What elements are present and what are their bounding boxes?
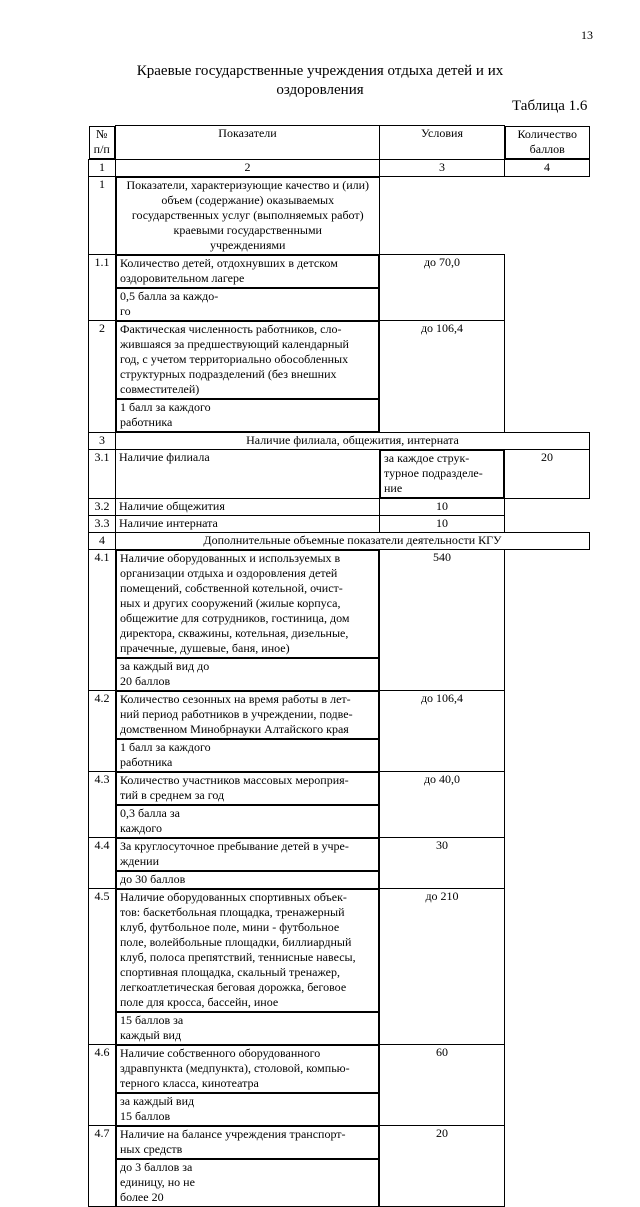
row-number: 1 xyxy=(89,176,116,255)
row-condition: за каждый вид до 20 баллов xyxy=(116,658,379,691)
row-indicator: Наличие оборудованных спортивных объек- тов: баскетбольная площадка, тренажерный клуб, футбольное поле, мини - футбольное поле, волейбольные площадки, биллиардный клуб, полоса препятствий, теннисные навесы, спортивная площадка, скальный тренажер, легкоатлетическая беговая дорожка, беговое поле для кросса, бассейн, иное xyxy=(116,889,379,1012)
row-indicator: Количество участников массовых мероприя- тий в среднем за год xyxy=(116,772,379,805)
page-title: Краевые государственные учреждения отдыха детей и их оздоровления xyxy=(136,63,504,98)
row-number: 3.2 xyxy=(89,498,116,515)
row-number: 1.1 xyxy=(89,255,116,321)
row-indicator: Количество детей, отдохнувших в детском оздоровительном лагере xyxy=(116,255,379,288)
section-row xyxy=(89,176,590,255)
row-number: 4.4 xyxy=(89,838,116,889)
row-indicator: Наличие филиала xyxy=(116,449,380,498)
column-number: 2 xyxy=(116,159,380,176)
header-indicators: Показатели xyxy=(116,126,380,160)
row-score: 30 xyxy=(380,838,505,889)
table-label: Таблица 1.6 xyxy=(512,98,588,114)
row-score: до 70,0 xyxy=(380,255,505,321)
table-row xyxy=(89,321,590,433)
row-score: 540 xyxy=(380,549,505,691)
header-score: Количество баллов xyxy=(505,126,590,159)
row-indicator: Наличие общежития xyxy=(116,498,380,515)
row-number: 4.2 xyxy=(89,691,116,772)
header-conditions: Условия xyxy=(380,126,505,160)
row-indicator: Наличие оборудованных и используемых в организации отдыха и оздоровления детей помещений, собственной котельной, очист- ных и других сооружений (жилые корпуса, общежитие для сотрудников, гостиница, дом директора, скважины, котельная, дизельные, прачечные, душевые, баня, иное) xyxy=(116,550,379,658)
row-indicator: Фактическая численность работников, сло- жившаяся за предшествующий календарный год, с учетом территориально обособленных структурных подразделений (без внешних совместителей) xyxy=(116,321,379,399)
row-number: 4.7 xyxy=(89,1126,116,1207)
section-title: Дополнительные объемные показатели деятельности КГУ xyxy=(116,532,590,549)
row-indicator: За круглосуточное пребывание детей в учре- ждении xyxy=(116,838,379,871)
row-score: 10 xyxy=(380,498,505,515)
row-condition: 1 балл за каждого работника xyxy=(116,739,379,772)
table-row xyxy=(89,515,590,532)
section-title: Показатели, характеризующие качество и (или) объем (содержание) оказываемых государственных услуг (выполняемых работ) краевыми государственными учреждениями xyxy=(116,177,380,255)
section-title: Наличие филиала, общежития, интерната xyxy=(116,432,590,449)
table-row xyxy=(89,1045,590,1126)
table-row xyxy=(89,1126,590,1207)
row-score: до 210 xyxy=(380,889,505,1045)
row-number: 3.3 xyxy=(89,515,116,532)
row-score: до 40,0 xyxy=(380,772,505,838)
table-row xyxy=(89,691,590,772)
row-number: 3 xyxy=(89,432,116,449)
table-row xyxy=(89,772,590,838)
row-condition: за каждое струк- турное подразделе- ние xyxy=(380,450,504,498)
row-score: 10 xyxy=(380,515,505,532)
row-condition: 0,3 балла за каждого xyxy=(116,805,379,838)
row-indicator: Наличие интерната xyxy=(116,515,380,532)
row-condition: 15 баллов за каждый вид xyxy=(116,1012,379,1045)
row-condition: за каждый вид 15 баллов xyxy=(116,1093,379,1126)
section-row xyxy=(89,432,590,449)
row-indicator: Количество сезонных на время работы в лет- ний период работников в учреждении, подве- домственном Минобрнауки Алтайского края xyxy=(116,691,379,739)
row-number: 4.1 xyxy=(89,549,116,691)
column-number: 1 xyxy=(89,159,116,176)
row-condition: 1 балл за каждого работника xyxy=(116,399,379,432)
row-number: 4 xyxy=(89,532,116,549)
table-row xyxy=(89,838,590,889)
column-number: 3 xyxy=(380,159,505,176)
column-number: 4 xyxy=(505,159,590,176)
table-header-row xyxy=(89,126,590,160)
row-condition: до 3 баллов за единицу, но не более 20 xyxy=(116,1159,379,1207)
header-num: № п/п xyxy=(89,126,116,159)
row-indicator: Наличие на балансе учреждения транспорт- ных средств xyxy=(116,1126,379,1159)
row-score: 60 xyxy=(380,1045,505,1126)
table-row xyxy=(89,498,590,515)
row-condition: 0,5 балла за каждо- го xyxy=(116,288,379,321)
row-score: до 106,4 xyxy=(380,691,505,772)
row-number: 4.5 xyxy=(89,889,116,1045)
row-score: до 106,4 xyxy=(380,321,505,433)
page-number: 13 xyxy=(581,28,593,42)
row-number: 4.3 xyxy=(89,772,116,838)
table-row xyxy=(89,889,590,1045)
row-number: 3.1 xyxy=(89,449,116,498)
indicators-table xyxy=(88,125,590,1207)
row-score: 20 xyxy=(505,449,590,498)
row-number: 4.6 xyxy=(89,1045,116,1126)
row-score: 20 xyxy=(380,1126,505,1207)
section-row xyxy=(89,532,590,549)
table-row xyxy=(89,255,590,321)
table-row xyxy=(89,449,590,498)
row-indicator: Наличие собственного оборудованного здравпункта (медпункта), столовой, компью- терного класса, кинотеатра xyxy=(116,1045,379,1093)
column-numbers-row xyxy=(89,159,590,176)
table-row xyxy=(89,549,590,691)
row-condition: до 30 баллов xyxy=(116,871,379,889)
row-number: 2 xyxy=(89,321,116,433)
